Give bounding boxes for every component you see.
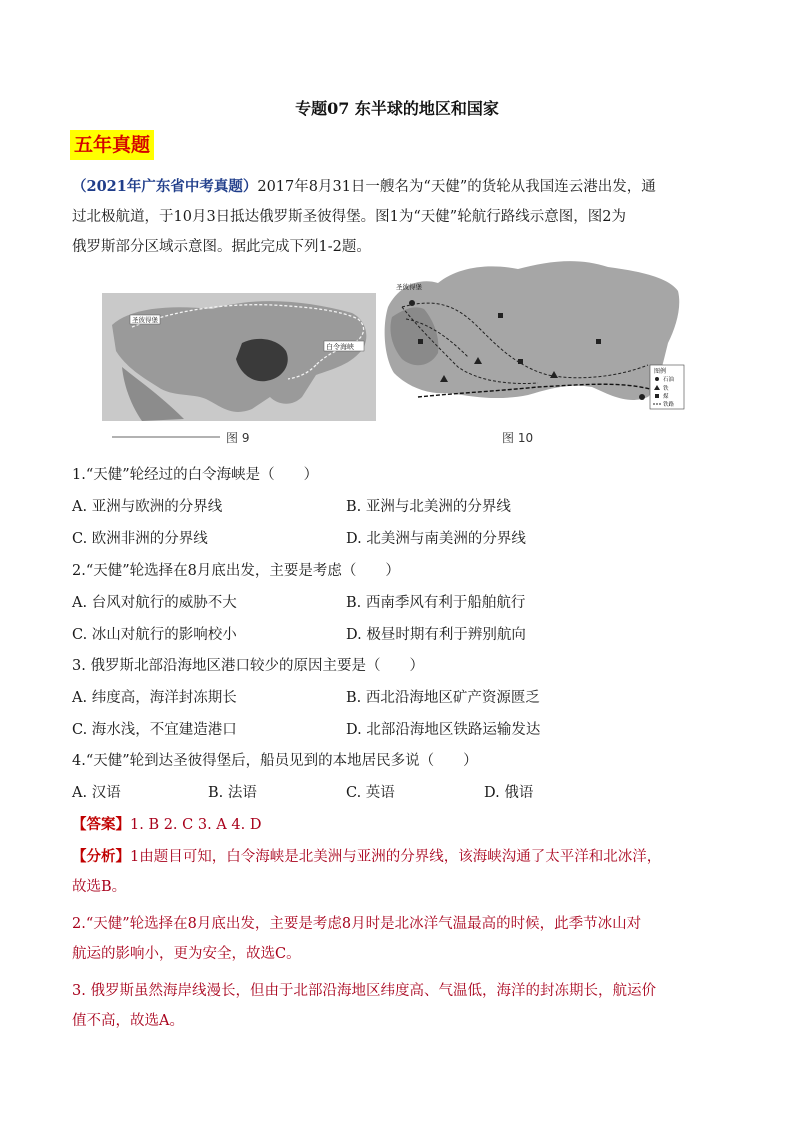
legend-item-railway: 铁路 [663, 402, 675, 408]
figure-10-caption: 图 10 [502, 431, 534, 445]
fig2-label-stpetersburg: 圣彼得堡 [396, 283, 422, 291]
intro-text-1: 2017年8月31日一艘名为“天健”的货轮从我国连云港出发，通 [257, 179, 656, 195]
question-4-option-d: D. 俄语 [484, 785, 534, 801]
answer-line [72, 814, 261, 836]
question-4-option-b: B. 法语 [208, 785, 257, 801]
question-3-option-d: D. 北部沿海地区铁路运输发达 [346, 722, 541, 738]
legend-item-iron: 铁 [663, 386, 669, 392]
intro-line-2: 过北极航道，于10月3日抵达俄罗斯圣彼得堡。图1为“天健”轮航行路线示意图，图2为 [72, 209, 626, 225]
question-4-option-a: A. 汉语 [72, 785, 121, 801]
legend-title: 图例 [654, 368, 667, 375]
analysis-p1-line1: 1由题目可知，白令海峡是北美洲与亚洲的分界线，该海峡沟通了太平洋和北冰洋， [130, 849, 662, 865]
question-1-option-c: C. 欧洲非洲的分界线 [72, 531, 208, 547]
question-2-option-b: B. 西南季风有利于船舶航行 [346, 595, 526, 611]
question-2-stem: 2.“天健”轮选择在8月底出发，主要是考虑（ ） [72, 563, 400, 579]
question-4-option-c: C. 英语 [346, 785, 395, 801]
russia-map-image [378, 247, 687, 445]
question-2-option-c: C. 冰山对航行的影响校小 [72, 627, 237, 643]
analysis-line-1 [72, 842, 732, 872]
question-3-option-c: C. 海水浅，不宜建造港口 [72, 722, 237, 738]
question-1-option-b: B. 亚洲与北美洲的分界线 [346, 499, 511, 515]
legend-item-coal: 煤 [663, 394, 669, 400]
legend-item-oil: 石油 [663, 377, 675, 383]
analysis-p3-line1: 3. 俄罗斯虽然海岸线漫长，但由于北部沿海地区纬度高、气温低，海洋的封冻期长，航运价 [72, 983, 656, 999]
figure-russia-map [378, 247, 687, 445]
intro-line-1 [72, 172, 726, 202]
section-badge: 五年真题 [70, 130, 154, 160]
fig1-label-stpetersburg: 圣彼得堡 [132, 316, 158, 324]
question-4-stem: 4.“天健”轮到达圣彼得堡后，船员见到的本地居民多说（ ） [72, 753, 478, 769]
question-2-option-a: A. 台风对航行的威胁不大 [72, 595, 237, 611]
question-3-stem: 3. 俄罗斯北部沿海地区港口较少的原因主要是（ ） [72, 658, 424, 674]
figure-9-caption: 图 9 [226, 431, 250, 445]
analysis-p3-line2: 值不高，故选A。 [72, 1013, 184, 1029]
route-map-image [102, 247, 376, 445]
question-1-stem: 1.“天健”轮经过的白令海峡是（ ） [72, 467, 319, 483]
analysis-p2-line1: 2.“天健”轮选择在8月底出发，主要是考虑8月时是北冰洋气温最高的时候，此季节冰山对 [72, 916, 642, 932]
analysis-p1-line2: 故选B。 [72, 879, 127, 895]
figures-area [102, 247, 687, 445]
question-2-option-d: D. 极昼时期有利于辨别航向 [346, 627, 526, 643]
page-title: 专题07 东半球的地区和国家 [295, 99, 499, 118]
question-3-option-a: A. 纬度高，海洋封冻期长 [72, 690, 237, 706]
question-1-option-a: A. 亚洲与欧洲的分界线 [72, 499, 223, 515]
answer-text: 1. B 2. C 3. A 4. D [130, 817, 262, 833]
answer-tag: 【答案】 [72, 816, 130, 833]
figure-route-map [102, 247, 376, 445]
fig1-label-bering: 白令海峡 [326, 343, 354, 351]
analysis-p2-line2: 航运的影响小，更为安全，故选C。 [72, 946, 301, 962]
question-1-option-d: D. 北美洲与南美洲的分界线 [346, 531, 526, 547]
question-3-option-b: B. 西北沿海地区矿产资源匮乏 [346, 690, 540, 706]
intro-line-3: 俄罗斯部分区域示意图。据此完成下列1-2题。 [72, 239, 371, 255]
analysis-tag: 【分析】 [72, 848, 130, 865]
question-source: （2021年广东省中考真题） [72, 178, 258, 195]
